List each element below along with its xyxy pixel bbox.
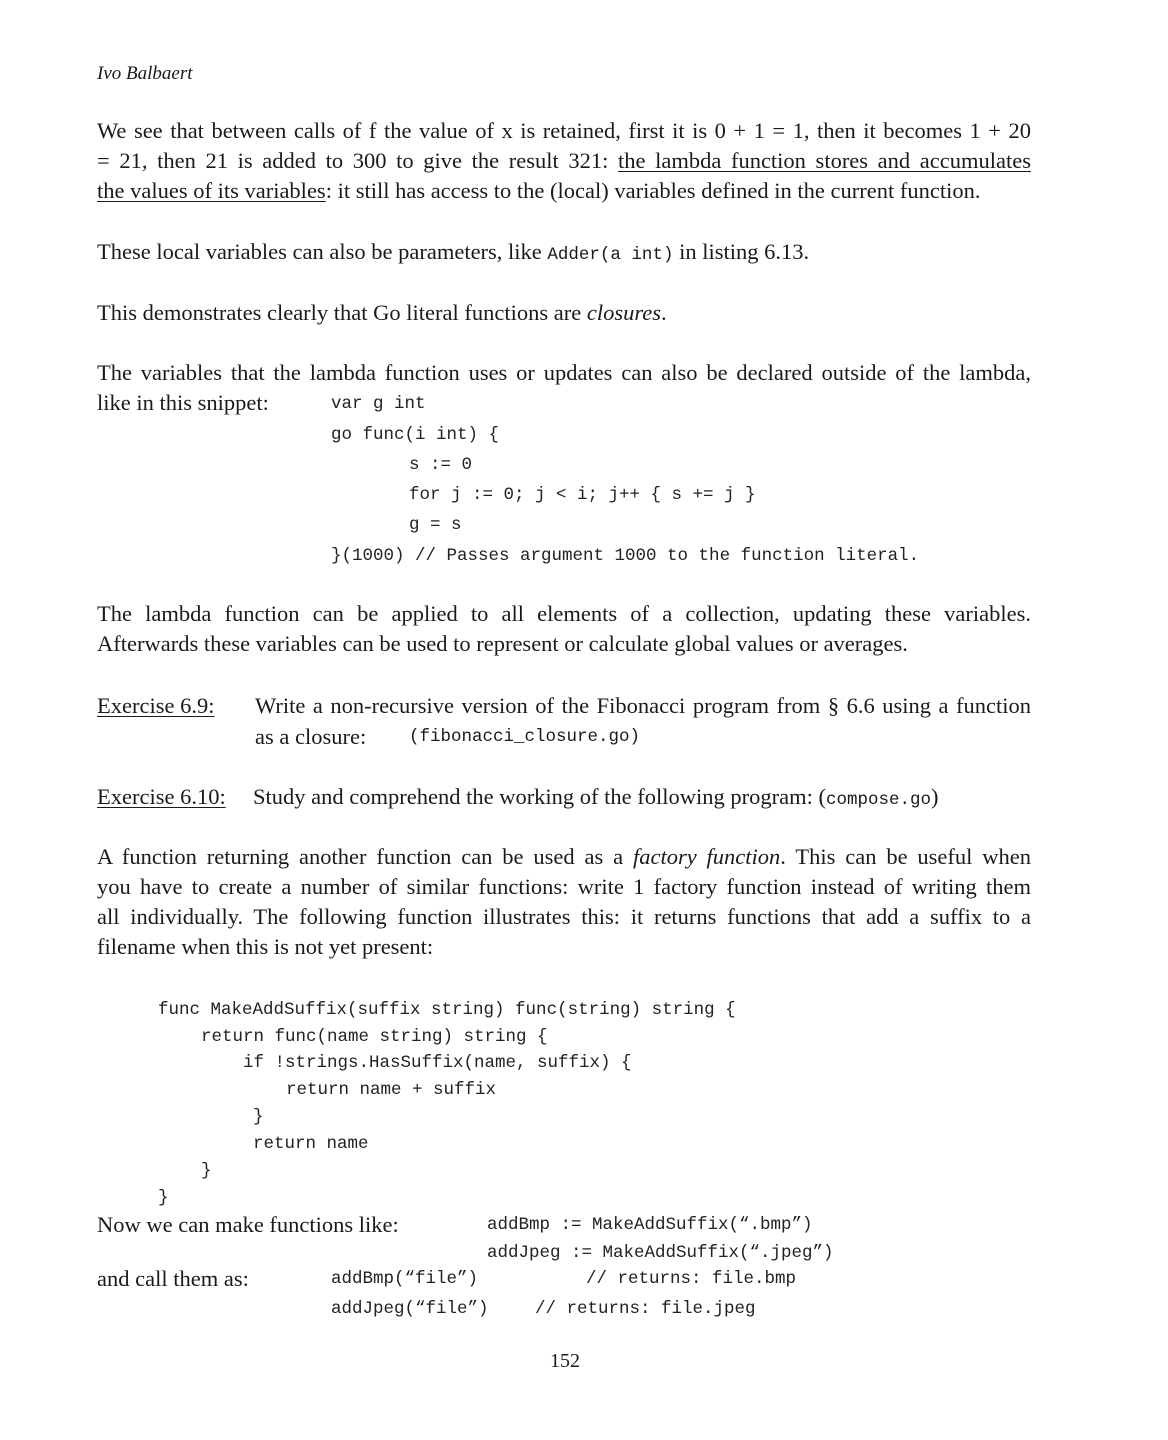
code-line: addJpeg(“file”)	[331, 1299, 489, 1319]
paragraph-line: Now we can make functions like:	[97, 1212, 399, 1237]
exercise-filename: (fibonacci_closure.go)	[409, 727, 641, 747]
page-number: 152	[550, 1350, 580, 1372]
exercise-label	[97, 782, 226, 812]
code-line: return name + suffix	[286, 1080, 497, 1100]
code-line: }	[158, 1188, 169, 1208]
paragraph-line	[97, 146, 1031, 176]
code-line: addJpeg := MakeAddSuffix(“.jpeg”)	[487, 1243, 834, 1263]
code-comment: // returns: file.bmp	[586, 1269, 797, 1289]
text: Study and comprehend the working of the following program: (	[253, 784, 827, 809]
paragraph-line	[97, 176, 980, 206]
exercise-6-9-label: Exercise 6.9:	[97, 693, 215, 718]
text: . This can be useful when	[780, 844, 1031, 869]
emphasis: factory function	[632, 844, 781, 869]
text: This demonstrates clearly that Go literal functions are	[97, 300, 587, 325]
code-line: }	[201, 1161, 212, 1181]
code-line: return func(name string) string {	[201, 1027, 548, 1047]
code-line: var g int	[331, 394, 426, 414]
exercise-text	[253, 782, 939, 812]
text: )	[931, 784, 939, 809]
text: These local variables can also be parameters, like	[97, 239, 548, 264]
exercise-label	[97, 691, 214, 721]
code-line: g = s	[409, 515, 462, 535]
text: in listing 6.13.	[673, 239, 810, 264]
emphasis: closures	[586, 300, 662, 325]
paragraph	[97, 237, 809, 267]
paragraph-line: Afterwards these variables can be used to represent or calculate global values or averages.	[97, 631, 908, 656]
underlined-text: the values of its variables	[97, 178, 326, 203]
paragraph	[97, 298, 667, 328]
exercise-text: Write a non-recursive version of the Fibonacci program from § 6.6 using a function	[255, 693, 1031, 718]
text: A function returning another function can be used as a	[97, 844, 633, 869]
inline-code: Adder(a int)	[547, 245, 674, 265]
code-line: go func(i int) {	[331, 425, 500, 445]
exercise-text: as a closure:	[255, 724, 367, 749]
text: : it still has access to the (local) variables defined in the current function.	[325, 178, 981, 203]
paragraph-line: filename when this is not yet present:	[97, 934, 434, 959]
text: .	[661, 300, 667, 325]
paragraph-line: you have to create a number of similar functions: write 1 factory function instead of writing them	[97, 874, 1031, 899]
running-header-author: Ivo Balbaert	[97, 63, 193, 84]
exercise-filename: compose.go	[826, 790, 932, 810]
paragraph-line: The lambda function can be applied to all elements of a collection, updating these variables.	[97, 601, 1031, 626]
paragraph-line: like in this snippet:	[97, 390, 269, 415]
exercise-6-10-label: Exercise 6.10:	[97, 784, 226, 809]
code-line: }	[253, 1107, 264, 1127]
code-line: func MakeAddSuffix(suffix string) func(string) string {	[158, 1000, 736, 1020]
code-line: if !strings.HasSuffix(name, suffix) {	[243, 1053, 632, 1073]
code-comment: // returns: file.jpeg	[535, 1299, 756, 1319]
code-line: addBmp := MakeAddSuffix(“.bmp”)	[487, 1215, 813, 1235]
code-line: addBmp(“file”)	[331, 1269, 479, 1289]
paragraph-line	[97, 842, 1031, 872]
text: = 21, then 21 is added to 300 to give the result 321:	[97, 148, 618, 173]
paragraph-line: and call them as:	[97, 1266, 249, 1291]
paragraph-line: We see that between calls of f the value of x is retained, first it is 0 + 1 = 1, then it becomes 1 + 20	[97, 118, 1031, 143]
paragraph-line: all individually. The following function illustrates this: it returns functions that add a suffix to a	[97, 904, 1031, 929]
code-line: return name	[253, 1134, 369, 1154]
code-line: s := 0	[409, 455, 473, 475]
underlined-text: the lambda function stores and accumulates	[617, 148, 1031, 173]
code-line: for j := 0; j < i; j++ { s += j }	[409, 485, 756, 505]
code-line: }(1000) // Passes argument 1000 to the function literal.	[331, 546, 920, 566]
paragraph-line: The variables that the lambda function uses or updates can also be declared outside of the lambda,	[97, 360, 1031, 385]
